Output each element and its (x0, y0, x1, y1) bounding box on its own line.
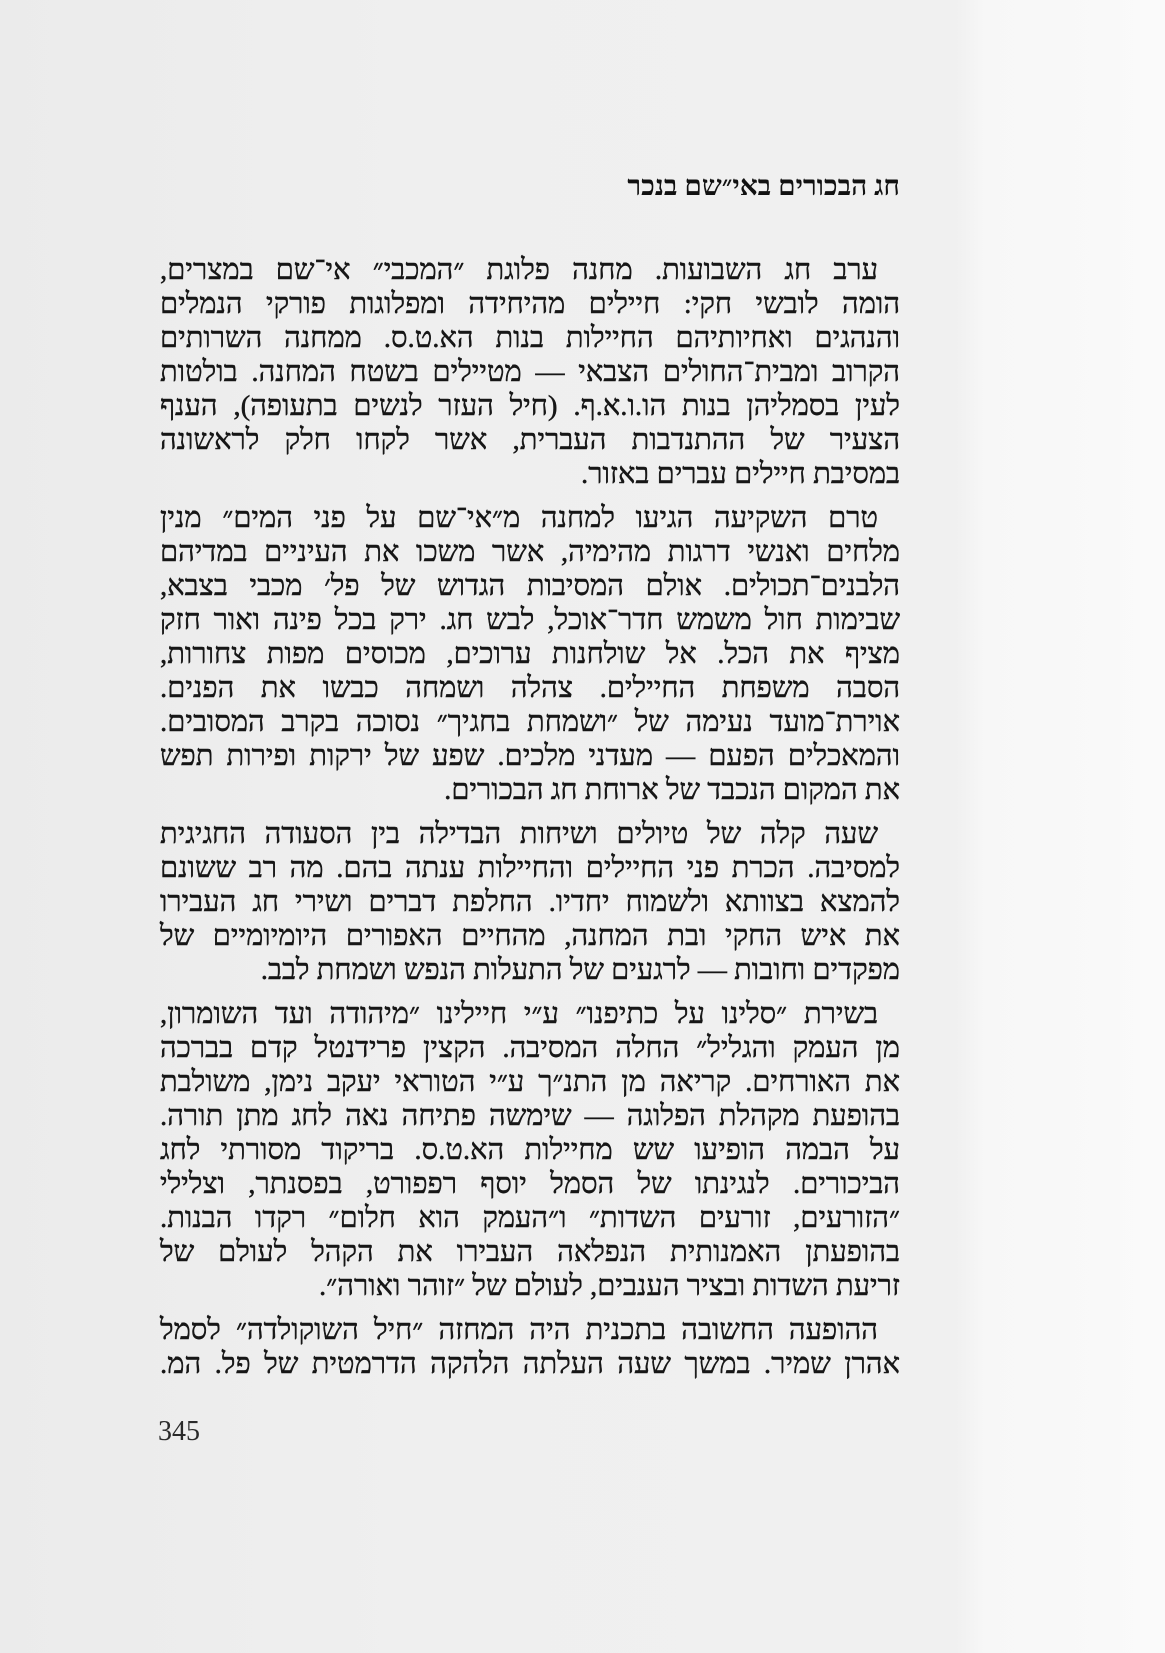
text-line: את המקום הנכבד של ארוחת חג הבכורים. (444, 774, 900, 806)
text-line: בשירת ״סלינו על כתיפנו״ ע״י חיילינו ״מיהודה ועד השומרון, (160, 998, 878, 1030)
text-line: והנהגים ואחיותיהם החיילות בנות הא.ט.ס. ממחנה השרותים (160, 322, 900, 354)
text-line: ערב חג השבועות. מחנה פלוגת ״המכבי״ אי־שם במצרים, (160, 254, 878, 286)
text-line: מלחים ואנשי דרגות מהימיה, אשר משכו את העיניים במדיהם (160, 536, 900, 568)
text-line: ״הזורעים, זורעים השדות״ ו״העמק הוא חלום״ רקדו הבנות. (160, 1202, 900, 1234)
page-number: 345 (158, 1416, 200, 1447)
text-line: שבימות חול משמש חדר־אוכל, לבש חג. ירק בכל פינה ואור חזק (160, 604, 900, 636)
text-line: בהופעתן האמנותית הנפלאה העבירו את הקהל לעולם של (160, 1236, 900, 1268)
text-line: ההופעה החשובה בתכנית היה המחזה ״חיל השוקולדה״ לסמל (160, 1314, 878, 1346)
text-line: אוירת־מועד נעימה של ״ושמחת בחגיך״ נסוכה בקרב המסובים. (160, 706, 900, 738)
text-line: הלבנים־תכולים. אולם המסיבות הגדוש של פל׳ מכבי בצבא, (160, 570, 900, 602)
paragraph (160, 817, 900, 987)
text-line: הצעיר של ההתנדבות העברית, אשר לקחו חלק לראשונה (160, 424, 900, 456)
text-line: במסיבת חיילים עברים באזור. (580, 458, 900, 490)
text-line: למסיבה. הכרת פני החיילים והחיילות ענתה בהם. מה רב ששונם (160, 852, 900, 884)
text-line: מפקדים וחובות — לרגעים של התעלות הנפש ושמחת לבב. (260, 954, 900, 986)
text-line: להמצא בצוותא ולשמוח יחדיו. החלפת דברים ושירי חג העבירו (160, 886, 900, 918)
text-line: והמאכלים הפעם — מעדני מלכים. שפע של ירקות ופירות תפש (160, 740, 900, 772)
text-line: לעין בסמליהן בנות הו.ו.א.ף. (חיל העזר לנשים בתעופה), הענף (160, 390, 900, 422)
body-text (160, 253, 900, 1391)
text-line: את האורחים. קריאה מן התנ״ך ע״י הטוראי יעקב נימן, משולבת (160, 1066, 900, 1098)
paragraph (160, 253, 900, 491)
text-line: הסבה משפחת החיילים. צהלה ושמחה כבשו את הפנים. (160, 672, 900, 704)
running-title: חג הבכורים באי״שם בנכר (627, 171, 900, 202)
text-line: טרם השקיעה הגיעו למחנה מ״אי־שם על פני המים״ מנין (160, 502, 878, 534)
text-line: על הבמה הופיעו שש מחיילות הא.ט.ס. בריקוד מסורתי לחג (160, 1134, 900, 1166)
text-line: הקרוב ומבית־החולים הצבאי — מטיילים בשטח המחנה. בולטות (160, 356, 900, 388)
text-line: את איש החקי ובת המחנה, מהחיים האפורים היומיומיים של (160, 920, 900, 952)
text-line: אהרן שמיר. במשך שעה העלתה הלהקה הדרמטית של פל. המ. (160, 1348, 900, 1380)
paragraph (160, 997, 900, 1303)
text-line: מציף את הכל. אל שולחנות ערוכים, מכוסים מפות צחורות, (160, 638, 900, 670)
paragraph (160, 501, 900, 807)
text-line: הביכורים. לנגינתו של הסמל יוסף רפפורט, בפסנתר, וצלילי (160, 1168, 900, 1200)
paragraph (160, 1313, 900, 1381)
text-line: בהופעת מקהלת הפלוגה — שימשה פתיחה נאה לחג מתן תורה. (160, 1100, 900, 1132)
text-line: הומה לובשי חקי: חיילים מהיחידה ומפלוגות פורקי הנמלים (160, 288, 900, 320)
text-line: שעה קלה של טיולים ושיחות הבדילה בין הסעודה החגיגית (160, 818, 878, 850)
text-line: זריעת השדות ובציר הענבים, לעולם של ״זוהר ואורה״. (319, 1270, 900, 1302)
text-line: מן העמק והגליל״ החלה המסיבה. הקצין פרידנטל קדם בברכה (160, 1032, 900, 1064)
